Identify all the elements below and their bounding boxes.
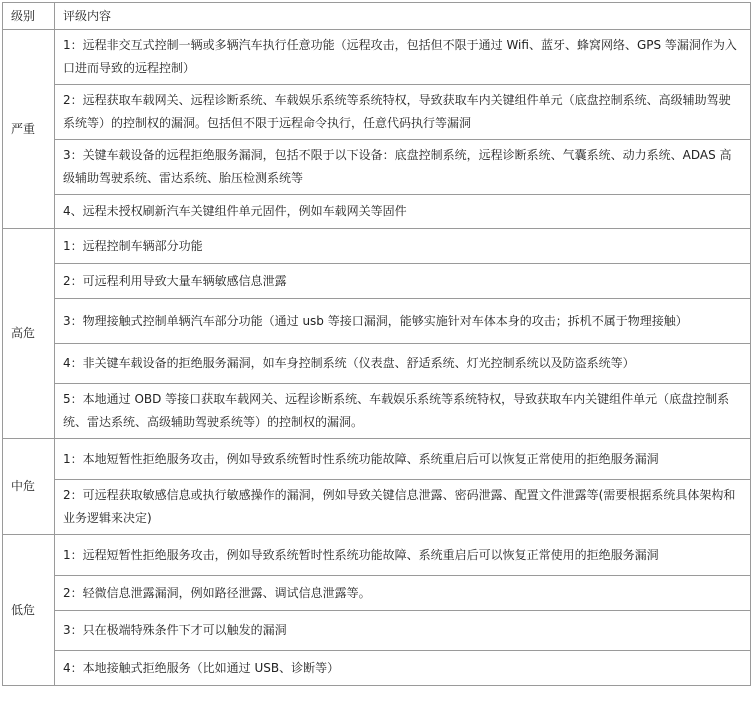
table-header-row	[3, 3, 751, 30]
content-cell: 3：物理接触式控制单辆汽车部分功能（通过 usb 等接口漏洞，能够实施针对车体本身的攻击；拆机不属于物理接触）	[55, 299, 751, 344]
content-cell: 2：可远程利用导致大量车辆敏感信息泄露	[55, 264, 751, 299]
table-row	[3, 576, 751, 611]
content-cell: 1：远程控制车辆部分功能	[55, 229, 751, 264]
table-row	[3, 611, 751, 651]
table-row	[3, 30, 751, 85]
content-cell: 2：可远程获取敏感信息或执行敏感操作的漏洞，例如导致关键信息泄露、密码泄露、配置文件泄露等(需要根据系统具体架构和业务逻辑来决定)	[55, 480, 751, 535]
content-cell: 2：轻微信息泄露漏洞，例如路径泄露、调试信息泄露等。	[55, 576, 751, 611]
level-cell-high: 高危	[3, 229, 55, 439]
content-cell: 1：本地短暂性拒绝服务攻击，例如导致系统暂时性系统功能故障、系统重启后可以恢复正常使用的拒绝服务漏洞	[55, 439, 751, 480]
content-cell: 3：关键车载设备的远程拒绝服务漏洞，包括不限于以下设备：底盘控制系统，远程诊断系统、气囊系统、动力系统、ADAS 高级辅助驾驶系统、雷达系统、胎压检测系统等	[55, 140, 751, 195]
table-row	[3, 85, 751, 140]
table-row	[3, 344, 751, 384]
header-level: 级别	[3, 3, 55, 30]
content-cell: 4、远程未授权刷新汽车关键组件单元固件，例如车载网关等固件	[55, 195, 751, 229]
table-row	[3, 480, 751, 535]
level-cell-low: 低危	[3, 535, 55, 686]
table-row	[3, 439, 751, 480]
content-cell: 1：远程短暂性拒绝服务攻击，例如导致系统暂时性系统功能故障、系统重启后可以恢复正常使用的拒绝服务漏洞	[55, 535, 751, 576]
table-row	[3, 195, 751, 229]
content-cell: 1：远程非交互式控制一辆或多辆汽车执行任意功能（远程攻击，包括但不限于通过 Wifi、蓝牙、蜂窝网络、GPS 等漏洞作为入口进而导致的远程控制）	[55, 30, 751, 85]
content-cell: 5：本地通过 OBD 等接口获取车载网关、远程诊断系统、车载娱乐系统等系统特权，导致获取车内关键组件单元（底盘控制系统、雷达系统、高级辅助驾驶系统等）的控制权的漏洞。	[55, 384, 751, 439]
header-content: 评级内容	[55, 3, 751, 30]
content-cell: 2：远程获取车载网关、远程诊断系统、车载娱乐系统等系统特权，导致获取车内关键组件单元（底盘控制系统、高级辅助驾驶系统等）的控制权的漏洞。包括但不限于远程命令执行，任意代码执行等漏洞	[55, 85, 751, 140]
table-row	[3, 229, 751, 264]
content-cell: 3：只在极端特殊条件下才可以触发的漏洞	[55, 611, 751, 651]
table-row	[3, 384, 751, 439]
table-row	[3, 299, 751, 344]
table-row	[3, 535, 751, 576]
rating-table	[2, 2, 751, 686]
table-row	[3, 651, 751, 686]
table-row	[3, 140, 751, 195]
table-row	[3, 264, 751, 299]
level-cell-critical: 严重	[3, 30, 55, 229]
content-cell: 4：本地接触式拒绝服务（比如通过 USB、诊断等）	[55, 651, 751, 686]
level-cell-medium: 中危	[3, 439, 55, 535]
content-cell: 4：非关键车载设备的拒绝服务漏洞，如车身控制系统（仪表盘、舒适系统、灯光控制系统以及防盗系统等）	[55, 344, 751, 384]
